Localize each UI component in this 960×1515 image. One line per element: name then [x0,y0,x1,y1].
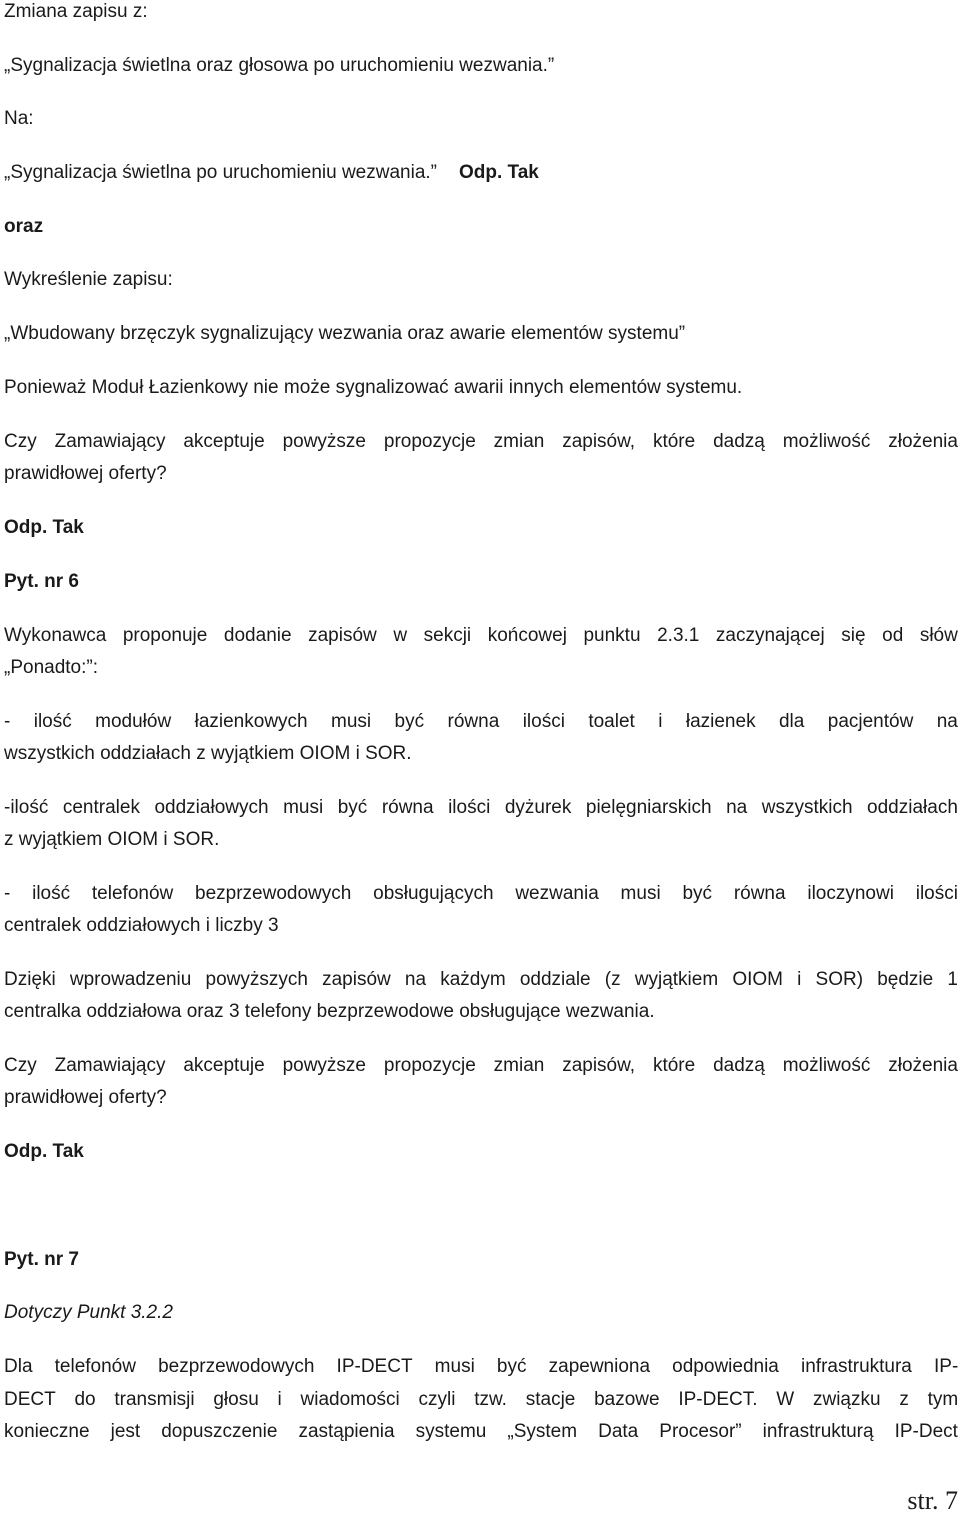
q6-summary-line-1: Dzięki wprowadzeniu powyższych zapisów na każdym oddziale (z wyjątkiem OIOM i SOR) będzie 1 [4,969,958,990]
q6-bullet-3-line-2: centralek oddziałowych i liczby 3 [4,915,279,936]
new-record-line [4,161,539,185]
change-heading: Zmiana zapisu z: [4,1,148,22]
question-line-1: Czy Zamawiający akceptuje powyższe propozycje zmian zapisów, które dadzą możliwość złożenia [4,431,958,452]
question-line-1: Czy Zamawiający akceptuje powyższe propozycje zmian zapisów, które dadzą możliwość złożenia [4,1055,958,1076]
question-line-2: prawidłowej oferty? [4,1087,167,1108]
question-7-heading: Pyt. nr 7 [4,1249,79,1270]
q6-intro-line-1: Wykonawca proponuje dodanie zapisów w sekcji końcowej punktu 2.3.1 zaczynającej się od słów [4,625,958,646]
q7-body-line-3: konieczne jest dopuszczenie zastąpienia systemu „System Data Procesor” infrastrukturą IP-Dect [4,1421,958,1442]
q6-bullet-2-line-2: z wyjątkiem OIOM i SOR. [4,829,220,850]
question-line-2: prawidłowej oferty? [4,463,167,484]
reason-text: Ponieważ Moduł Łazienkowy nie może sygnalizować awarii innych elementów systemu. [4,377,743,398]
new-record-text: „Sygnalizacja świetlna po uruchomieniu wezwania.” [4,162,437,183]
q6-bullet-1-line-1: - ilość modułów łazienkowych musi być równa ilości toalet i łazienek dla pacjentów na [4,711,958,732]
original-record-text: „Sygnalizacja świetlna oraz głosowa po uruchomieniu wezwania.” [4,55,555,76]
deleted-record-text: „Wbudowany brzęczyk sygnalizujący wezwania oraz awarie elementów systemu” [4,323,686,344]
q6-summary-line-2: centralka oddziałowa oraz 3 telefony bezprzewodowe obsługujące wezwania. [4,1001,655,1022]
answer-yes: Odp. Tak [4,1141,84,1162]
q6-bullet-1-line-2: wszystkich oddziałach z wyjątkiem OIOM i SOR. [4,743,412,764]
q6-bullet-2-line-1: -ilość centralek oddziałowych musi być równa ilości dyżurek pielęgniarskich na wszystkich oddziałach [4,797,958,818]
q7-body-line-1: Dla telefonów bezprzewodowych IP-DECT musi być zapewniona odpowiednia infrastruktura IP- [4,1356,959,1377]
to-label: Na: [4,108,34,129]
q7-body-line-2: DECT do transmisji głosu i wiadomości czyli tzw. stacje bazowe IP-DECT. W związku z tym [4,1389,959,1410]
answer-yes: Odp. Tak [459,162,539,183]
deletion-heading: Wykreślenie zapisu: [4,269,173,290]
q7-reference: Dotyczy Punkt 3.2.2 [4,1302,173,1323]
q6-intro-line-2: „Ponadto:”: [4,657,98,678]
q6-bullet-3-line-1: - ilość telefonów bezprzewodowych obsługujących wezwania musi być równa iloczynowi ilości [4,883,958,904]
and-label: oraz [4,216,44,237]
page-number: str. 7 [907,1486,958,1515]
question-6-heading: Pyt. nr 6 [4,571,79,592]
answer-yes: Odp. Tak [4,517,84,538]
